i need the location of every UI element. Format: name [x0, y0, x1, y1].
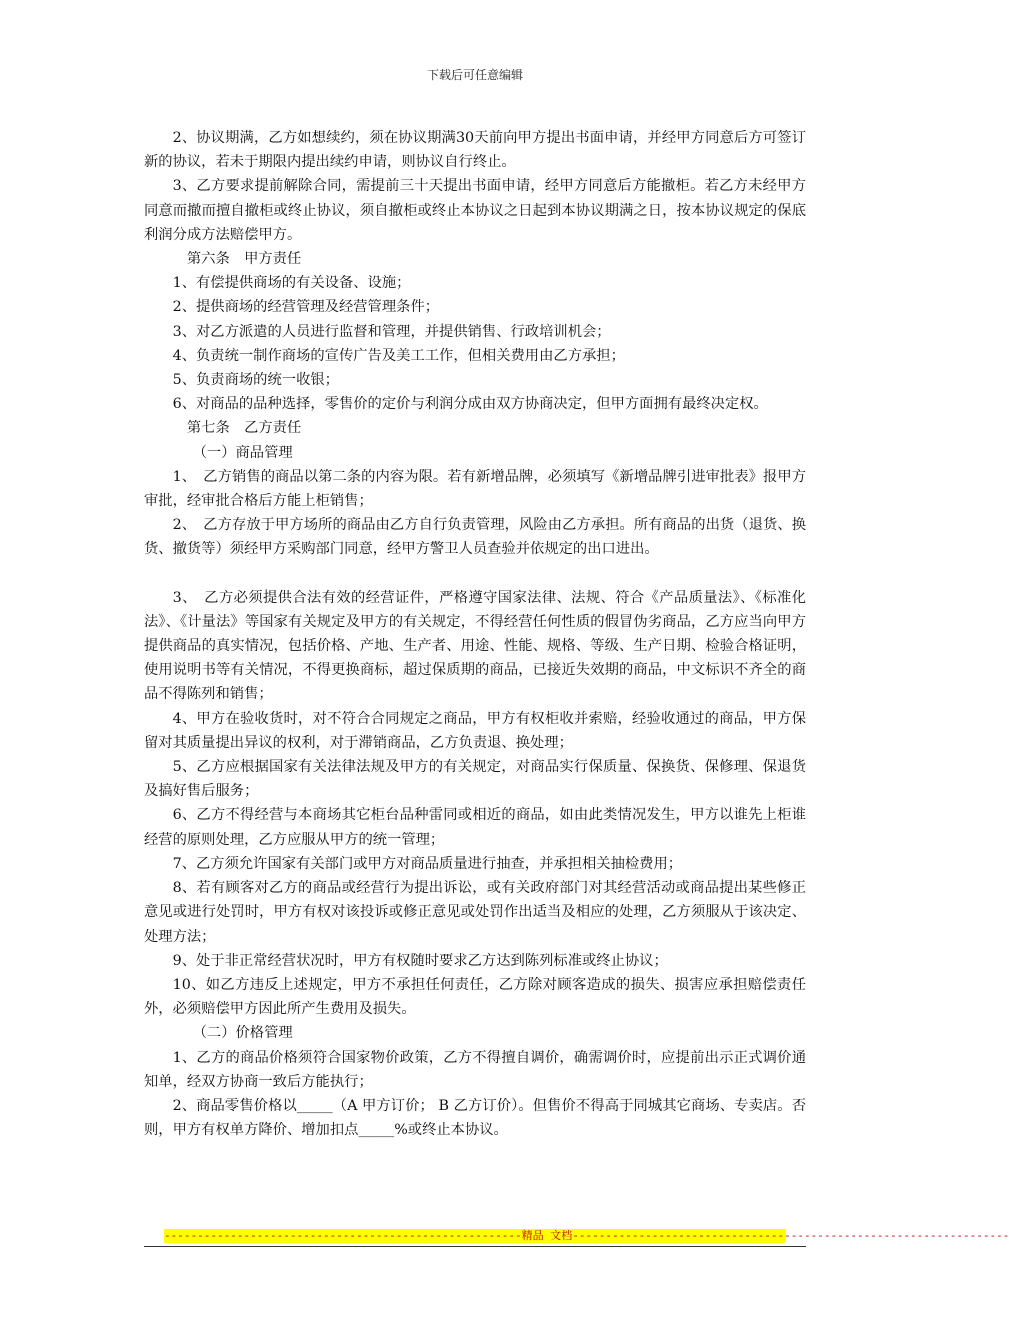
clause-item: 10、如乙方违反上述规定，甲方不承担任何责任，乙方除对顾客造成的损失、损害应承担赔偿责任外，必须赔偿甲方因此所产生费用及损失。: [144, 976, 806, 1018]
clause-item: 3、 乙方必须提供合法有效的经营证件，严格遵守国家法律、法规、符合《产品质量法》、《标准化法》、《计量法》等国家有关规定及甲方的有关规定，不得经营任何性质的假冒伪劣商品，乙方应当向甲方提供商品的真实情况，包括价格、产地、生产者、用途、性能、规格、等级、生产日期、检验合格证明，使用说明书等有关情况，不得更换商标，超过保质期的商品，已接近失效期的商品，中文标识不齐全的商品不得陈列和销售；: [144, 589, 806, 703]
article-heading: 第七条 乙方责任: [186, 420, 302, 437]
clause-item: 3、对乙方派遣的人员进行监督和管理，并提供销售、行政培训机会；: [172, 323, 611, 340]
clause-item: 5、负责商场的统一收银；: [172, 372, 339, 389]
clause-item: 1、有偿提供商场的有关设备、设施；: [172, 275, 411, 292]
clause-item: 1、 乙方销售的商品以第二条的内容为限。若有新增品牌，必须填写《新增品牌引进审批表》报甲方审批，经审批合格后方能上柜销售；: [144, 468, 806, 510]
clause-item: 9、处于非正常经营状况时，甲方有权随时要求乙方达到陈列标准或终止协议；: [172, 952, 668, 969]
clause-item: 6、乙方不得经营与本商场其它柜台品种雷同或相近的商品，如由此类情况发生，甲方以谁先上柜谁经营的原则处理，乙方应服从甲方的统一管理；: [144, 807, 806, 848]
clause-item: 2、 乙方存放于甲方场所的商品由乙方自行负责管理，风险由乙方承担。所有商品的出货（退货、换货、撤货等）须经甲方采购部门同意，经甲方警卫人员查验并依规定的出口进出。: [144, 517, 806, 558]
clause-item: 1、乙方的商品价格须符合国家物价政策，乙方不得擅自调价，确需调价时，应提前出示正式调价通知单，经双方协商一致后方能执行；: [144, 1049, 806, 1090]
document-body: [144, 126, 806, 1142]
blank-line: [144, 562, 806, 586]
page-header-note: 下载后可任意编辑: [426, 68, 523, 82]
clause-item: 4、负责统一制作商场的宣传广告及美工工作，但相关费用由乙方承担；: [172, 347, 625, 364]
clause-item: 5、乙方应根据国家有关法律法规及甲方的有关规定，对商品实行保质量、保换货、保修理、保退货及搞好售后服务；: [144, 759, 806, 800]
section-heading: （二）价格管理: [192, 1025, 293, 1042]
footer-banner: ------------------------------------------------------精品 文档------------------------------------------------------------------: [164, 1229, 1009, 1242]
section-heading: （一）商品管理: [192, 444, 293, 461]
clause-item: 8、若有顾客对乙方的商品或经营行为提出诉讼，或有关政府部门对其经营活动或商品提出某些修正意见或进行处罚时，甲方有权对该投诉或修正意见或处罚作出适当及相应的处理，乙方须服从于该决定、处理方法；: [144, 880, 806, 945]
clause-item: 7、乙方须允许国家有关部门或甲方对商品质量进行抽查，并承担相关抽检费用；: [172, 855, 683, 872]
clause-paragraph: 2、协议期满，乙方如想续约，须在协议期满30天前向甲方提出书面申请，并经甲方同意后方可签订新的协议，若未于期限内提出续约申请，则协议自行终止。: [144, 130, 806, 171]
clause-paragraph: 3、乙方要求提前解除合同，需提前三十天提出书面申请，经甲方同意后方能撤柜。若乙方未经甲方同意而撤而擅自撤柜或终止协议，须自撤柜或终止本协议之日起到本协议期满之日，按本协议规定的保底利润分成方法赔偿甲方。: [144, 178, 806, 243]
article-heading: 第六条 甲方责任: [186, 251, 302, 268]
clause-item: 2、商品零售价格以_____（A 甲方订价； B 乙方订价）。但售价不得高于同城其它商场、专卖店。否则，甲方有权单方降价、增加扣点_____%或终止本协议。: [144, 1097, 806, 1139]
clause-item: 6、对商品的品种选择，零售价的定价与利润分成由双方协商决定，但甲方面拥有最终决定权。: [172, 396, 768, 413]
clause-item: 2、提供商场的经营管理及经营管理条件；: [172, 299, 440, 316]
clause-item: 4、甲方在验收货时，对不符合合同规定之商品，甲方有权柜收并索赔，经验收通过的商品，甲方保留对其质量提出异议的权利，对于滞销商品，乙方负责退、换处理；: [144, 710, 806, 751]
footer-divider: [144, 1246, 806, 1247]
